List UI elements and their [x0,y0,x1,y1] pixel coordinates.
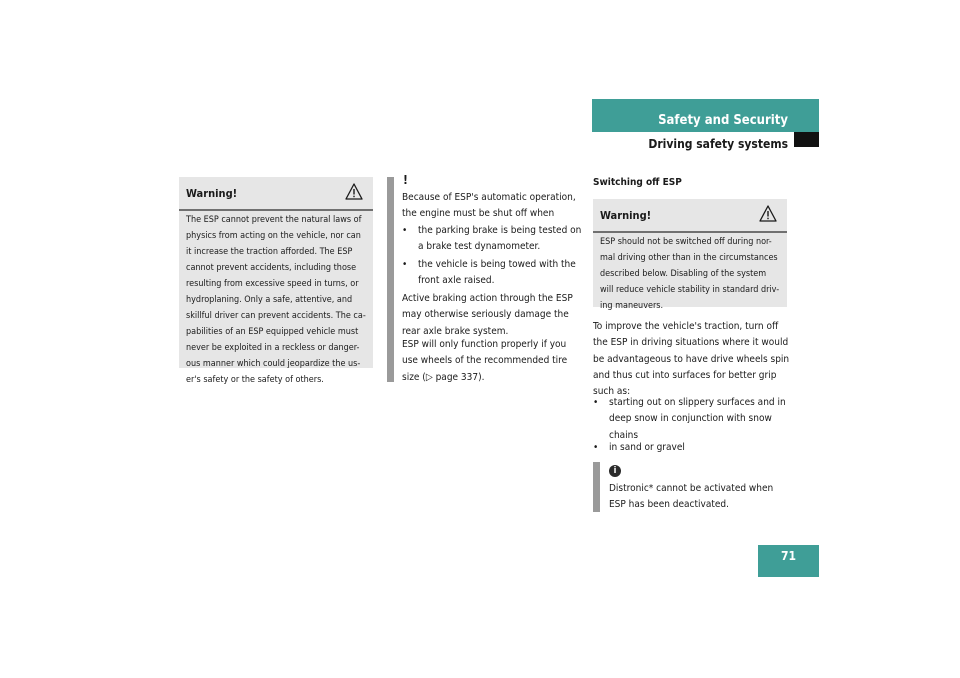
paragraph-line: such as: [593,386,631,398]
warning-box-switch-off [593,199,787,311]
section-heading: Switching off ESP [593,177,682,188]
info-text [609,481,794,514]
info-line: ESP has been deactivated. [609,499,729,511]
note-line: may otherwise seriously damage the [402,309,569,321]
warning-line: resulting from excessive speed in turns, or [186,279,359,289]
note-exclamation-icon: ! [403,173,408,187]
warning-line: it increase the traction afforded. The ESP [186,247,353,257]
paragraph-line: To improve the vehicle's traction, turn off [593,321,779,332]
note-bar [387,177,394,382]
warning-line: never be exploited in a reckless or danger- [186,343,360,353]
note-line: Because of ESP's automatic operation, [402,192,576,203]
warning-line: hydroplaning. Only a safe, attentive, and [186,295,353,305]
info-bar [593,462,600,512]
subsection-title: Driving safety systems [648,137,788,151]
warning-line: ous manner which could jeopardize the us- [186,359,361,369]
note-line: Active braking action through the ESP [402,293,573,304]
warning-box-physics [179,177,373,385]
note-intro [402,190,587,223]
info-line: Distronic* cannot be activated when [609,483,774,494]
warning-line: er's safety or the safety of others. [186,375,324,385]
note-paragraph [402,337,587,386]
warning-line: ing maneuvers. [600,301,664,311]
warning-line: skillful driver can prevent accidents. The ca- [186,311,366,321]
bullet-line: in sand or gravel [609,442,685,453]
bullet-line: deep snow in conjunction with snow [609,413,772,425]
paragraph-line: the ESP in driving situations where it would [593,337,789,349]
bullet-icon: • [593,442,599,453]
info-icon: i [609,465,621,477]
warning-title: Warning! [186,187,238,200]
bullet-line: the parking brake is being tested on [418,225,582,236]
page-number: 71 [780,549,797,563]
note-line: rear axle brake system. [402,325,509,337]
bullet-icon: • [402,225,408,236]
section-title: Safety and Security [658,113,788,128]
warning-title: Warning! [600,209,652,222]
warning-line: ESP should not be switched off during nor- [600,237,772,247]
bullet-line: starting out on slippery surfaces and in [609,397,786,408]
warning-line: mal driving other than in the circumstances [600,253,778,263]
switch-off-paragraph [593,319,793,400]
note-line: the engine must be shut off when [402,208,555,220]
warning-header [593,199,787,233]
warning-line: pabilities of an ESP equipped vehicle must [186,327,359,337]
bullet-icon: • [593,397,599,408]
paragraph-line: and thus cut into surfaces for better grip [593,369,777,381]
warning-line: will reduce vehicle stability in standard driv- [600,285,780,295]
bullet-line: front axle raised. [418,275,495,287]
warning-line: The ESP cannot prevent the natural laws of [186,215,362,225]
warning-line: described below. Disabling of the system [600,269,767,279]
warning-line: cannot prevent accidents, including those [186,263,357,273]
bullet-line: a brake test dynamometer. [418,241,541,253]
bullet-line: chains [609,429,639,441]
warning-triangle-icon [759,205,777,222]
warning-line: physics from acting on the vehicle, nor can [186,231,361,241]
bullet-icon: • [402,259,408,270]
bullet-line: the vehicle is being towed with the [418,259,576,270]
note-line: ESP will only function properly if you [402,339,567,350]
header-marker [794,132,819,147]
warning-header [179,177,373,211]
note-line: size (▷ page 337). [402,371,485,383]
paragraph-line: be advantageous to have drive wheels spin [593,353,790,365]
warning-body [600,234,781,314]
warning-triangle-icon [345,183,363,200]
warning-body [186,212,367,388]
note-line: use wheels of the recommended tire [402,355,568,367]
note-paragraph [402,291,587,340]
